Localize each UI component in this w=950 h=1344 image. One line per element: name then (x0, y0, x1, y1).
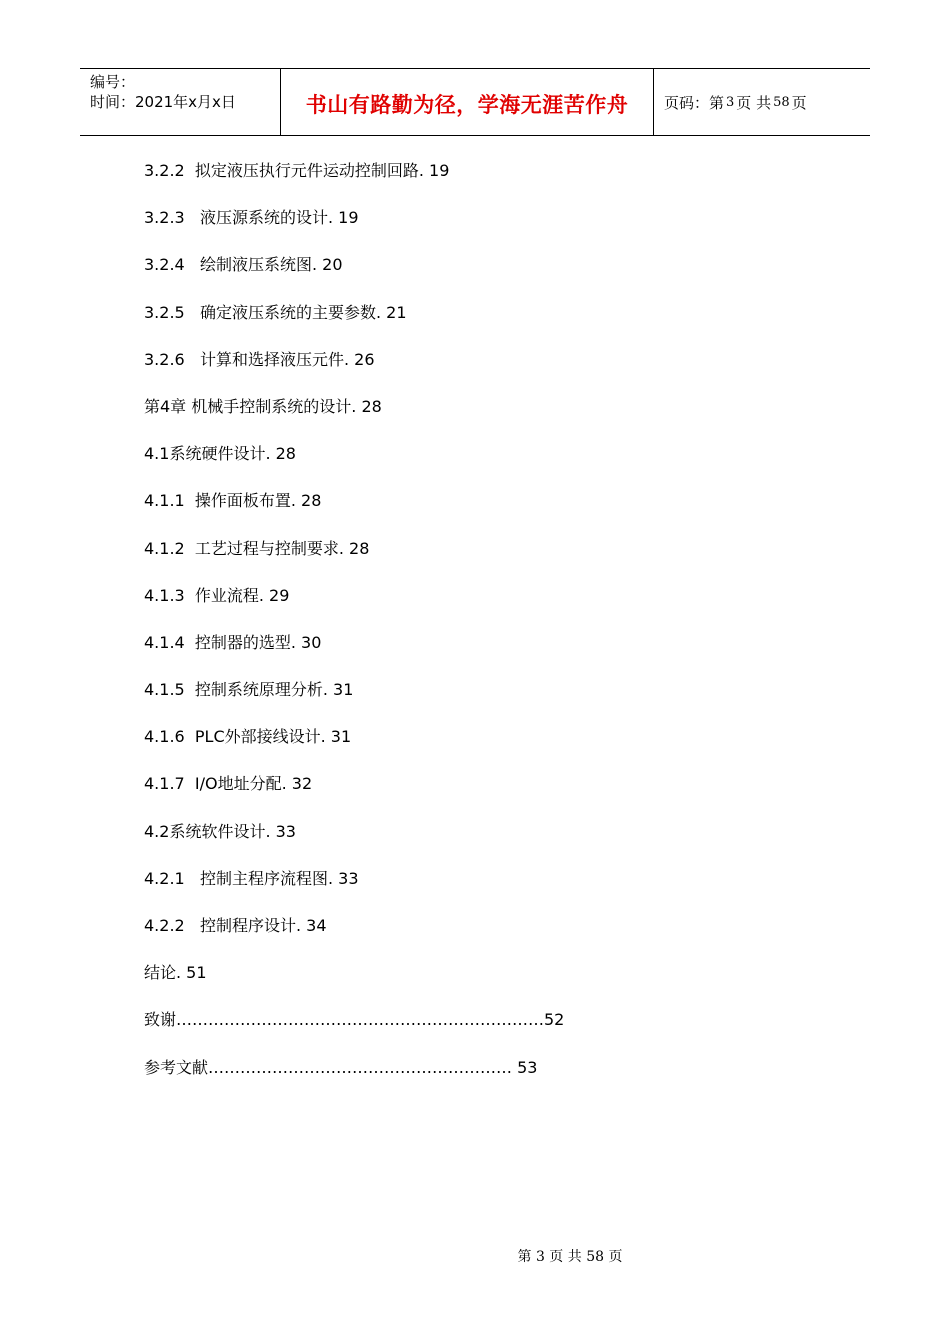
toc-entry[interactable]: 4.1.3 作业流程. 29 (144, 585, 290, 605)
toc-entry[interactable]: 4.2系统软件设计. 33 (144, 821, 296, 841)
page-header (80, 68, 870, 136)
toc-entry[interactable]: 4.1.6 PLC外部接线设计. 31 (144, 727, 352, 747)
header-motto-cell (281, 69, 654, 135)
current-page-number: 3 (726, 94, 735, 110)
toc-entry[interactable]: 第4章 机械手控制系统的设计. 28 (144, 396, 382, 416)
total-pages-number: 58 (773, 94, 790, 110)
document-number-label: 编号： (90, 73, 136, 91)
toc-entry[interactable]: 3.2.5 确定液压系统的主要参数. 21 (144, 302, 407, 322)
toc-entry[interactable]: 4.1.5 控制系统原理分析. 31 (144, 680, 354, 700)
toc-entry[interactable]: 3.2.3 液压源系统的设计. 19 (144, 208, 359, 228)
toc-entry[interactable]: 4.1.4 控制器的选型. 30 (144, 632, 322, 652)
toc-entry[interactable]: 4.1.2 工艺过程与控制要求. 28 (144, 538, 370, 558)
toc-entry[interactable]: 4.1.1 操作面板布置. 28 (144, 491, 322, 511)
toc-entry[interactable]: 4.2.1 控制主程序流程图. 33 (144, 868, 359, 888)
page-label-suffix: 页 (791, 93, 807, 112)
toc-entry[interactable]: 4.1.7 I/O地址分配. 32 (144, 774, 313, 794)
toc-entry[interactable]: 致谢……………………………………………………………52 (144, 1010, 565, 1030)
toc-entry[interactable]: 4.1系统硬件设计. 28 (144, 444, 296, 464)
header-meta-cell (80, 69, 281, 135)
toc-entry[interactable]: 3.2.2 拟定液压执行元件运动控制回路. 19 (144, 161, 450, 180)
page-footer: 第 3 页 共 58 页 (517, 1249, 623, 1265)
table-of-contents (144, 160, 844, 1104)
toc-entry[interactable]: 结论. 51 (144, 963, 207, 983)
page-label-mid: 页 共 (736, 93, 772, 112)
page-label-prefix: 页码：第 (664, 93, 725, 112)
toc-entry[interactable]: 3.2.4 绘制液压系统图. 20 (144, 255, 343, 275)
toc-entry[interactable]: 3.2.6 计算和选择液压元件. 26 (144, 349, 375, 369)
header-motto: 书山有路勤为径，学海无涯苦作舟 (305, 93, 629, 117)
header-page-cell (654, 69, 870, 135)
document-time-label: 时间：2021年x月x日 (90, 93, 236, 111)
toc-entry[interactable]: 参考文献………………………………………………… 53 (144, 1057, 538, 1077)
toc-entry[interactable]: 4.2.2 控制程序设计. 34 (144, 916, 327, 935)
